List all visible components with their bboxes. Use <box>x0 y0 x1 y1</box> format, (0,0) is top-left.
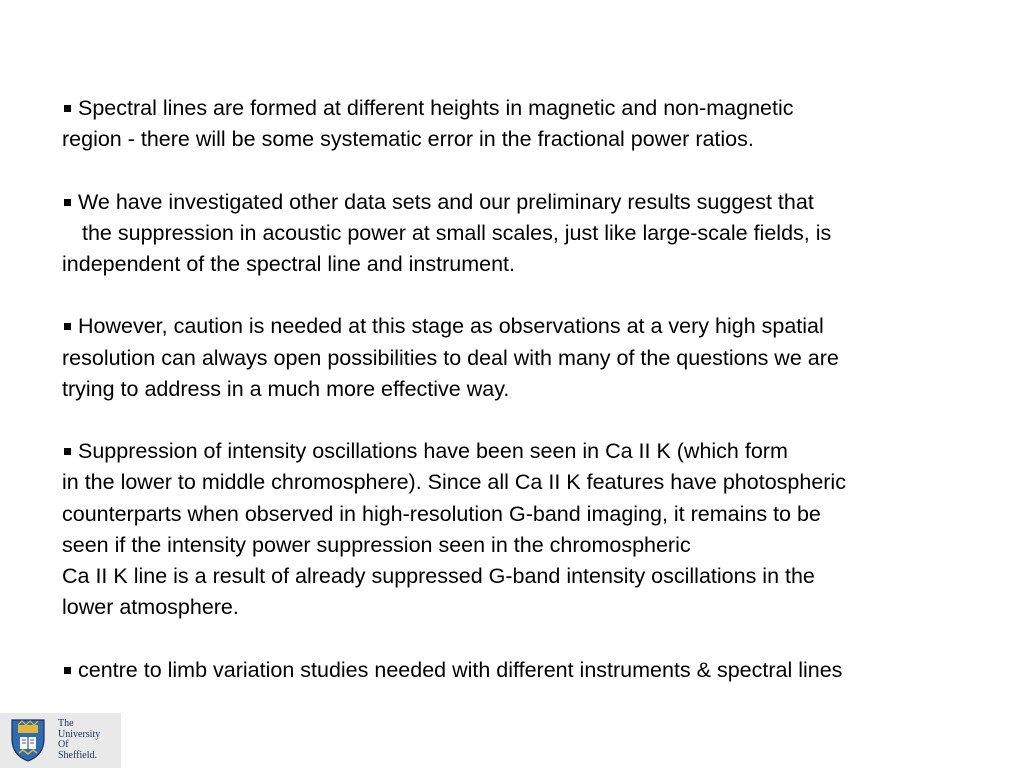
paragraph-spacer <box>62 623 1007 654</box>
bullet-2-line-3: independent of the spectral line and instrument. <box>62 252 515 276</box>
text-line <box>62 655 1007 686</box>
bullet-2-line-2: the suppression in acoustic power at small scales, just like large-scale fields, is <box>82 220 832 245</box>
text-line <box>62 187 1007 218</box>
university-name <box>58 719 100 761</box>
bullet-4-line-3: counterparts when observed in high-resolution G-band imaging, it remains to be <box>62 501 821 526</box>
bullet-4-line-2: in the lower to middle chromosphere). Since all Ca II K features have photospheric <box>62 470 846 495</box>
square-bullet-icon <box>64 448 71 455</box>
bullet-2-line-1: We have investigated other data sets and our preliminary results suggest that <box>78 189 814 214</box>
bullet-paragraph <box>62 187 1007 281</box>
bullet-1-line-1: Spectral lines are formed at different heights in magnetic and non-magnetic <box>78 96 794 120</box>
bullet-4-line-4: seen if the intensity power suppression seen in the chromospheric <box>62 532 691 557</box>
text-line <box>62 436 1007 467</box>
slide-content <box>62 93 1007 686</box>
text-line <box>62 311 1007 342</box>
bullet-4-line-5: Ca II K line is a result of already suppressed G-band intensity oscillations in the <box>62 564 815 588</box>
bullet-3-line-3: trying to address in a much more effective way. <box>62 376 510 401</box>
bullet-5-line-1: centre to limb variation studies needed with different instruments & spectral lines <box>78 657 843 682</box>
bullet-4-line-6: lower atmosphere. <box>62 595 239 620</box>
university-logo <box>0 713 121 768</box>
square-bullet-icon <box>64 105 71 112</box>
logo-line-4: Sheffield. <box>58 749 97 761</box>
bullet-1-line-2: region - there will be some systematic error in the fractional power ratios. <box>62 127 754 152</box>
square-bullet-icon <box>64 667 71 674</box>
bullet-paragraph <box>62 655 1007 686</box>
bullet-paragraph <box>62 93 1007 155</box>
logo-line-1: The <box>58 718 74 729</box>
bullet-paragraph <box>62 311 1007 405</box>
text-line <box>62 93 1007 124</box>
bullet-paragraph <box>62 436 1007 623</box>
bullet-3-line-2: resolution can always open possibilities to deal with many of the questions we are <box>62 345 839 370</box>
paragraph-spacer <box>62 405 1007 436</box>
university-crest-icon <box>9 717 47 763</box>
paragraph-spacer <box>62 155 1007 186</box>
bullet-3-line-1: However, caution is needed at this stage as observations at a very high spatial <box>78 314 824 339</box>
logo-line-3: Of <box>58 739 69 750</box>
paragraph-spacer <box>62 280 1007 311</box>
logo-line-2: University <box>58 728 101 740</box>
square-bullet-icon <box>64 323 71 330</box>
bullet-4-line-1: Suppression of intensity oscillations have been seen in Ca II K (which form <box>78 439 788 464</box>
square-bullet-icon <box>64 199 71 206</box>
